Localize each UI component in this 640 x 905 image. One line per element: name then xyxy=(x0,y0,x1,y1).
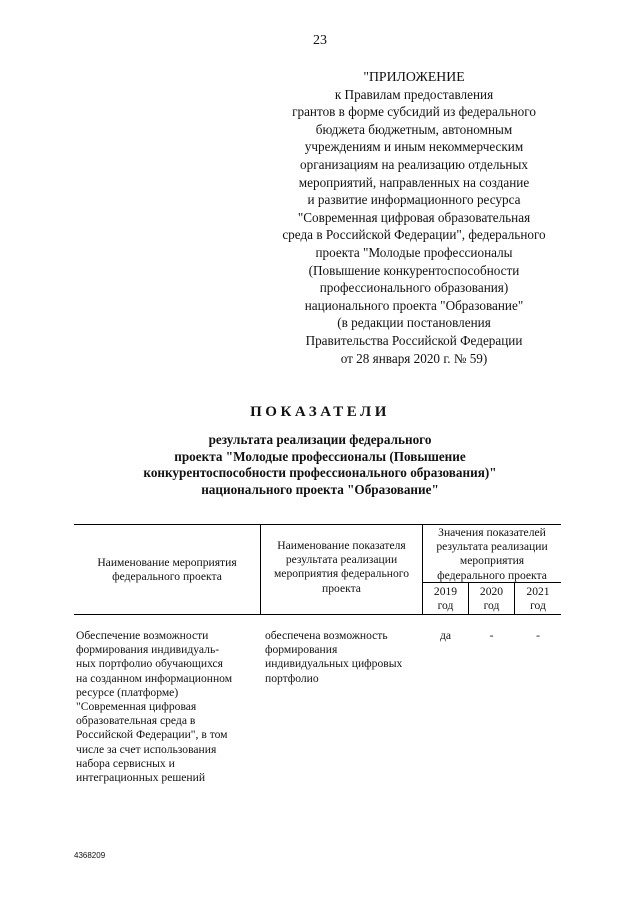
column-header-line: проекта xyxy=(322,581,361,595)
table-row-indicator-cell xyxy=(265,629,422,686)
footer-document-code: 4368209 xyxy=(74,851,106,860)
cell-line: числе за счет использования xyxy=(76,742,217,756)
table-row-value-2020: - xyxy=(489,629,494,642)
cell-line: индивидуальных цифровых xyxy=(265,657,403,671)
cell-line: обеспечена возможность xyxy=(265,629,388,642)
appendix-line: бюджета бюджетным, автономным xyxy=(315,121,513,137)
appendix-block xyxy=(262,68,566,367)
column-header-values xyxy=(423,526,561,583)
year-header-2019 xyxy=(423,585,468,613)
appendix-line: Правительства Российской Федерации xyxy=(305,332,523,348)
cell-line: образовательная среда в xyxy=(76,714,196,728)
column-header-line: Наименование мероприятия xyxy=(97,556,237,569)
year-unit: год xyxy=(530,599,546,613)
year-unit: год xyxy=(437,599,454,613)
year-header-2020 xyxy=(469,585,514,613)
cell-line: формирования индивидуаль- xyxy=(76,643,220,657)
cell-line: "Современная цифровая xyxy=(76,700,197,714)
year-value: 2020 xyxy=(479,585,504,598)
appendix-line: от 28 января 2020 г. № 59) xyxy=(340,350,488,366)
appendix-line: организациям на реализацию отдельных xyxy=(300,156,528,172)
year-header-2021 xyxy=(515,585,561,613)
cell-line: интеграционных решений xyxy=(76,771,206,785)
appendix-line: и развитие информационного ресурса xyxy=(307,192,521,208)
appendix-line: профессионального образования) xyxy=(319,280,509,296)
table-border-top xyxy=(74,524,561,525)
document-heading: ПОКАЗАТЕЛИ xyxy=(250,404,390,420)
cell-line: набора сервисных и xyxy=(76,756,175,770)
cell-line: ресурсе (платформе) xyxy=(76,685,179,699)
appendix-line: к Правилам предоставления xyxy=(334,86,494,102)
table-row-event-cell xyxy=(76,629,260,785)
cell-line: формирования xyxy=(265,643,338,657)
column-header-line: мероприятия xyxy=(459,554,525,568)
subheading-line: результата реализации федерального xyxy=(208,432,432,447)
subheading-line: конкурентоспособности профессионального образования)" xyxy=(143,465,497,480)
appendix-line: проекта "Молодые профессионалы xyxy=(315,244,513,260)
appendix-line: (Повышение конкурентоспособности xyxy=(308,262,520,278)
column-header-line: результата реализации xyxy=(285,553,398,567)
cell-line: Обеспечение возможности xyxy=(76,629,209,642)
column-header-line: мероприятия федерального xyxy=(273,567,410,581)
page-number: 23 xyxy=(313,33,327,48)
appendix-line: "Современная цифровая образовательная xyxy=(297,209,531,225)
appendix-line: среда в Российской Федерации", федерального xyxy=(282,227,546,243)
subheading-line: национального проекта "Образование" xyxy=(201,481,439,497)
column-header-event xyxy=(74,556,260,584)
cell-line: на созданном информационном xyxy=(76,671,233,685)
column-header-line: федерального проекта xyxy=(112,570,222,584)
table-row-value-2019: да xyxy=(440,629,452,642)
table-header-border-bottom xyxy=(74,614,561,615)
cell-line: портфолио xyxy=(265,671,319,685)
year-value: 2019 xyxy=(433,585,458,598)
subheading-line: проекта "Молодые профессионалы (Повышение xyxy=(174,448,466,464)
appendix-line: национального проекта "Образование" xyxy=(304,297,524,313)
cell-line: Российской Федерации", в том xyxy=(76,728,228,742)
year-unit: год xyxy=(483,599,500,613)
cell-line: ных портфолио обучающихся xyxy=(76,657,224,671)
column-header-line: результата реализации xyxy=(436,540,548,554)
column-header-line: Значения показателей xyxy=(438,526,546,539)
column-header-indicator xyxy=(261,539,422,596)
appendix-line: (в редакции постановления xyxy=(337,315,491,331)
appendix-line: мероприятий, направленных на создание xyxy=(298,174,530,190)
appendix-line: грантов в форме субсидий из федерального xyxy=(292,104,536,120)
document-subheading xyxy=(80,432,560,498)
appendix-title: "ПРИЛОЖЕНИЕ xyxy=(363,69,465,84)
column-header-line: Наименование показателя xyxy=(277,539,406,552)
table-row-value-2021: - xyxy=(536,629,540,642)
column-header-line: федерального проекта xyxy=(437,568,547,582)
appendix-line: учреждениям и иным некоммерческим xyxy=(304,139,524,155)
year-value: 2021 xyxy=(526,585,550,598)
